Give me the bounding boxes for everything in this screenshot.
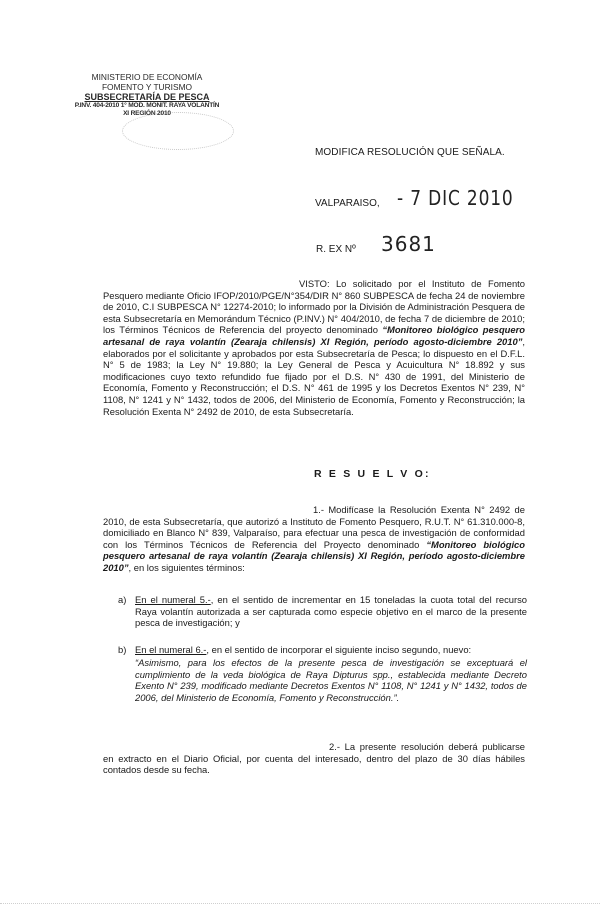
- item-b-text: [135, 644, 527, 656]
- item-b-label: b): [118, 644, 127, 655]
- page-bottom-edge: [0, 903, 600, 905]
- place-label: VALPARAISO,: [315, 198, 380, 209]
- resolution-subject: MODIFICA RESOLUCIÓN QUE SEÑALA.: [315, 147, 505, 158]
- article-1: [103, 504, 525, 574]
- resuelvo-heading: R E S U E L V O:: [314, 468, 431, 480]
- stamped-date: - 7 DIC 2010: [397, 186, 514, 210]
- item-a-numeral: En el numeral 5.-: [135, 594, 211, 605]
- letterhead: [52, 72, 242, 118]
- file-reference-region: XI REGIÓN 2010: [123, 110, 171, 117]
- undersecretariat-name: SUBSECRETARÍA DE PESCA: [84, 92, 210, 102]
- resolution-number-label: R. EX Nº: [316, 244, 356, 255]
- article-1-text-2: , en los siguientes términos:: [128, 561, 245, 573]
- visto-text-2: , elaborados por el solicitante y aprobados por esta Subsecretaría de Pesca; lo dispuesto en el D.F.L. N° 5 de 1983; la Ley N° 19.880; la Ley General de Pesca y Acuicultura N° 18.892 y sus modificaciones cuyo texto refundido fue fijado por el D.S. N° 430 de 1991, del Ministerio de Economía, Fomento y Reconstrucción; el D.S. N° 461 de 1995 y los Decretos Exentos N° 239, N° 1108, N° 1241 y N° 1432, todos de 2006, del Ministerio de Economía, Fomento y Reconstrucción; la Resolución Exenta N° 2492 de 2010, de esta Subsecretaría.: [103, 335, 525, 417]
- file-reference: P.INV. 404-2010 1° MOD. MONIT. RAYA VOLANTÍN: [74, 102, 220, 109]
- article-2: 2.- La presente resolución deberá publicarse en extracto en el Diario Oficial, por cuenta del interesado, dentro del plazo de 30 días hábiles contados desde su fecha.: [103, 741, 525, 776]
- visto-project-title: “Monitoreo biológico pesquero artesanal de raya volantín (Zearaja chilensis) XI Región, período agosto-diciembre 2010”: [103, 324, 525, 347]
- item-a-label: a): [118, 594, 127, 605]
- item-b-numeral: En el numeral 6.-: [135, 644, 207, 655]
- visto-text-1: VISTO: Lo solicitado por el Instituto de Fomento Pesquero mediante Oficio IFOP/2010/PGE/N°354/DIR N° 860 SUBPESCA de fecha 24 de noviembre de 2010, C.I SUBPESCA N° 12274-2010; lo informado por la División de Administración Pesquera de esta Subsecretaría en Memorándum Técnico (P.INV.) N° 404/2010, de fecha 7 de diciembre de 2010; los Términos Técnicos de Referencia del proyecto denominado: [103, 278, 525, 336]
- item-b-quote: “Asimismo, para los efectos de la presente pesca de investigación se exceptuará el cumplimiento de la veda biológica de Raya Dipturus spp., establecida mediante Decreto Exento N° 239, modificado mediante Decretos Exentos N° 1108, N° 1241 y N° 1432, todos de 2006, del Ministerio de Economía, Fomento y Reconstrucción.”.: [135, 657, 527, 703]
- ministry-name: MINISTERIO DE ECONOMÍA: [91, 72, 203, 82]
- article-1-project-title: “Monitoreo biológico pesquero artesanal de raya volantín (Zearaja chilensis) XI Región, período agosto-diciembre 2010”: [103, 538, 525, 573]
- ministry-subtitle: FOMENTO Y TURISMO: [101, 82, 193, 92]
- resolution-number: 3681: [381, 232, 436, 256]
- item-a-text: [135, 594, 527, 629]
- item-a-body: , en el sentido de incrementar en 15 toneladas la cuota total del recurso Raya volantín autorizada a ser capturada como especie objetivo en el marco de la presente pesca de investigación; y: [135, 594, 528, 629]
- faded-stamp: [122, 112, 234, 150]
- visto-paragraph: [103, 278, 525, 417]
- article-1-text-1: 1.- Modifícase la Resolución Exenta N° 2492 de 2010, de esta Subsecretaría, que autorizó a Instituto de Fomento Pesquero, R.U.T. N° 61.310.000-8, domiciliado en Blanco N° 839, Valparaíso, para efectuar una pesca de investigación de conformidad con los Términos Técnicos de Referencia del Proyecto denominado: [103, 504, 525, 550]
- item-b-body: , en el sentido de incorporar el siguiente inciso segundo, nuevo:: [206, 644, 472, 655]
